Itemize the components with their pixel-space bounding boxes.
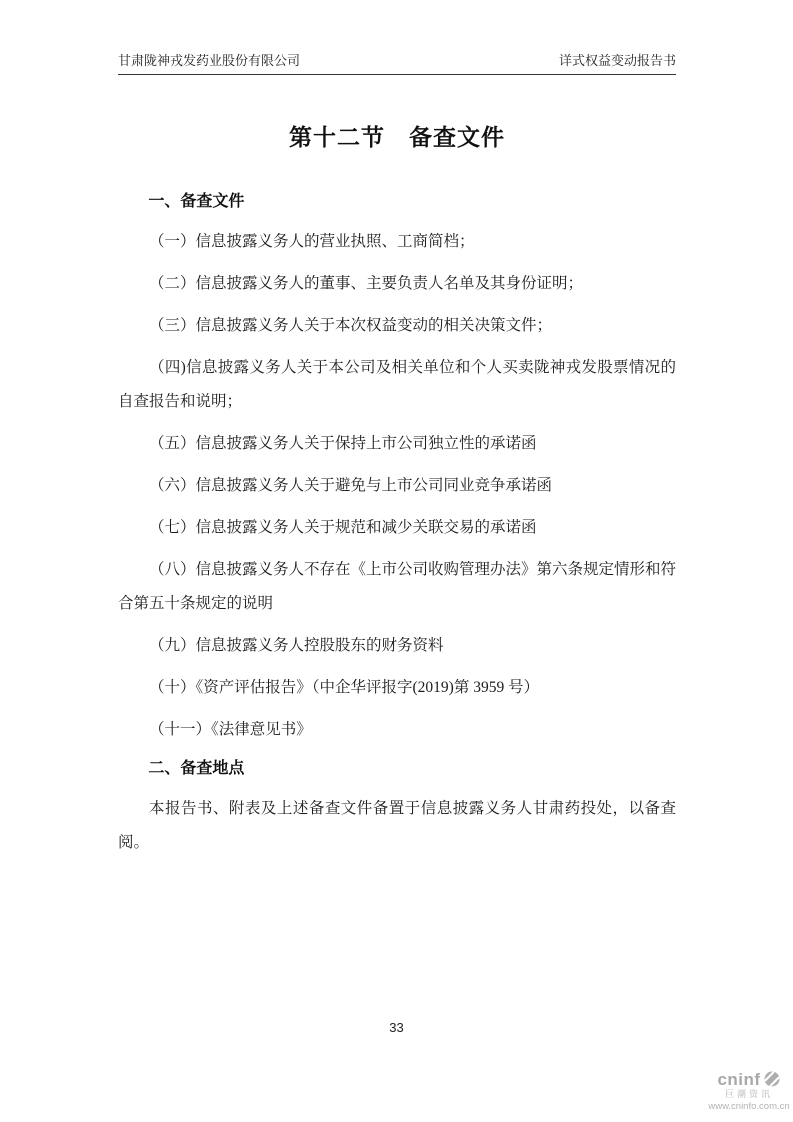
cninfo-swirl-icon — [763, 1070, 781, 1088]
page-title: 第十二节 备查文件 — [289, 124, 505, 150]
location-paragraph: 本报告书、附表及上述备查文件备置于信息披露义务人甘肃药投处，以备查阅。 — [118, 800, 676, 851]
list-item-1: （一）信息披露义务人的营业执照、工商简档； — [149, 233, 475, 250]
list-item-11: （十一）《法律意见书》 — [149, 721, 312, 738]
cninfo-brand-row — [708, 1070, 790, 1088]
cninfo-brand-text: cninf — [717, 1069, 761, 1089]
page-number: 33 — [389, 1020, 404, 1035]
list-item-4: （四)信息披露义务人关于本公司及相关单位和个人买卖陇神戎发股票情况的自查报告和说明； — [118, 359, 676, 410]
list-item-3: （三）信息披露义务人关于本次权益变动的相关决策文件； — [149, 317, 553, 334]
list-item-9: （九）信息披露义务人控股股东的财务资料 — [149, 637, 444, 654]
page-header — [118, 50, 676, 75]
list-item-2: （二）信息披露义务人的董事、主要负责人名单及其身份证明； — [149, 275, 584, 292]
section-heading-documents: 一、备查文件 — [148, 193, 245, 210]
list-item-5: （五）信息披露义务人关于保持上市公司独立性的承诺函 — [149, 435, 537, 452]
list-item-10: （十）《资产评估报告》（中企华评报字(2019)第 3959 号） — [149, 679, 540, 696]
cninfo-url: www.cninfo.com.cn — [708, 1101, 790, 1112]
section-heading-location: 二、备查地点 — [148, 760, 245, 777]
list-item-6: （六）信息披露义务人关于避免与上市公司同业竞争承诺函 — [149, 477, 553, 494]
header-company-name: 甘肃陇神戎发药业股份有限公司 — [118, 53, 301, 68]
header-doc-type: 详式权益变动报告书 — [558, 53, 676, 68]
cninfo-brand-cn: 巨潮资讯 — [724, 1089, 773, 1099]
cninfo-watermark — [708, 1070, 790, 1112]
list-item-7: （七）信息披露义务人关于规范和减少关联交易的承诺函 — [149, 519, 537, 536]
list-item-8: （八）信息披露义务人不存在《上市公司收购管理办法》第六条规定情形和符合第五十条规定的说明 — [118, 561, 677, 612]
